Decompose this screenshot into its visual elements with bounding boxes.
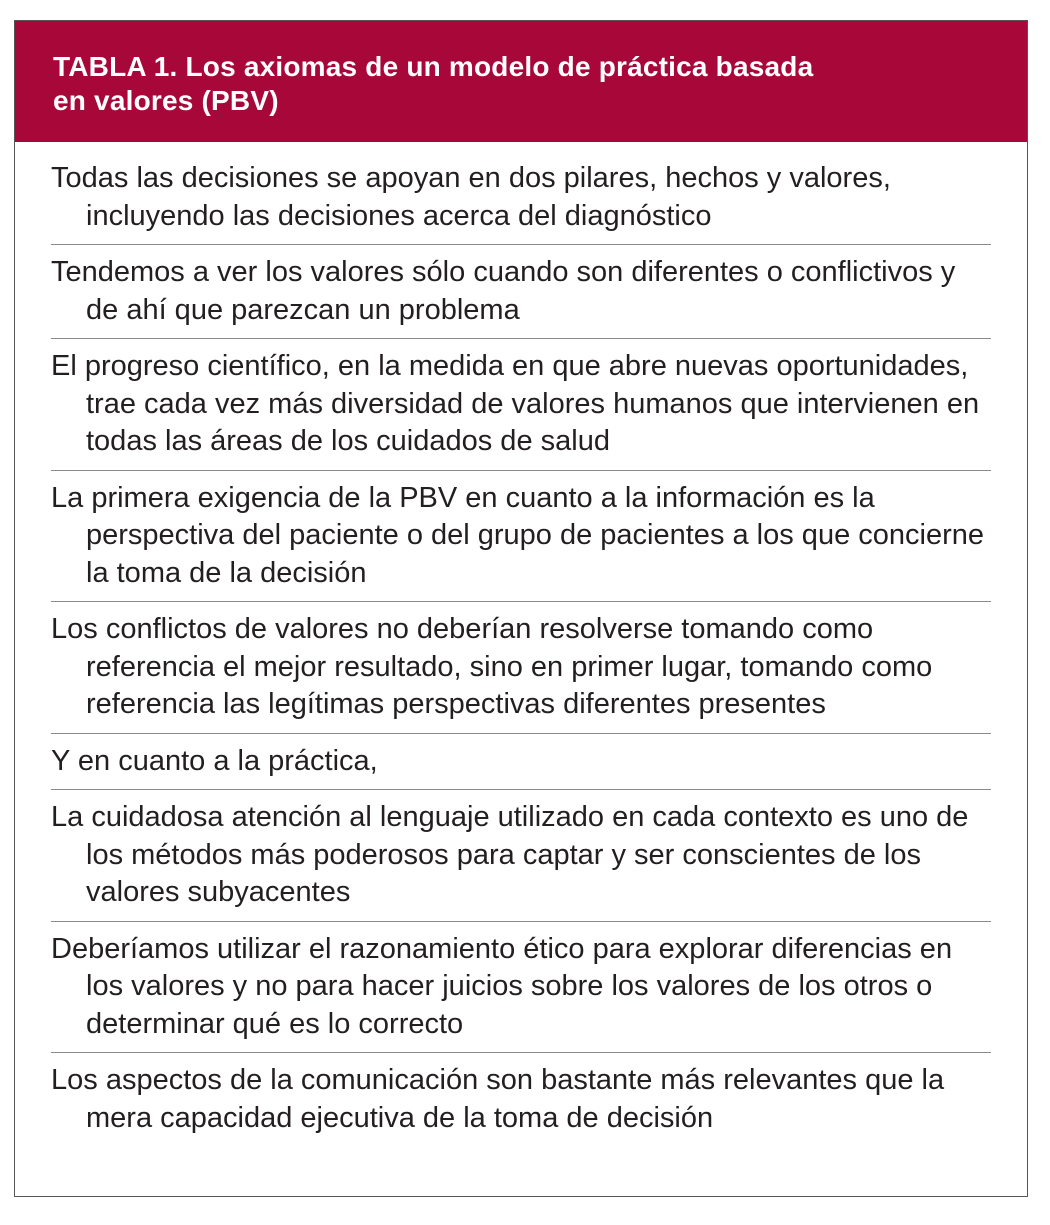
axioms-table [14, 20, 1028, 1197]
table-row: Tendemos a ver los valores sólo cuando son diferentes o conflictivos y de ahí que parezcan un problema [51, 245, 991, 339]
table-row: Todas las decisiones se apoyan en dos pilares, hechos y valores, incluyendo las decisiones acerca del diagnóstico [51, 142, 991, 245]
table-row: El progreso científico, en la medida en que abre nuevas oportunidades, trae cada vez más diversidad de valores humanos que intervienen en todas las áreas de los cuidados de salud [51, 339, 991, 471]
table-row: La primera exigencia de la PBV en cuanto a la información es la perspectiva del paciente o del grupo de pacientes a los que concierne la toma de la decisión [51, 471, 991, 603]
table-title [15, 21, 1027, 142]
table-row: La cuidadosa atención al lenguaje utilizado en cada contexto es uno de los métodos más poderosos para captar y ser conscientes de los valores subyacentes [51, 790, 991, 922]
table-row: Y en cuanto a la práctica, [51, 734, 991, 791]
table-row: Los conflictos de valores no deberían resolverse tomando como referencia el mejor resultado, sino en primer lugar, tomando como referencia las legítimas perspectivas diferentes presentes [51, 602, 991, 734]
table-body [15, 142, 1027, 1146]
table-title-line-2: en valores (PBV) [53, 85, 279, 116]
table-row: Deberíamos utilizar el razonamiento ético para explorar diferencias en los valores y no para hacer juicios sobre los valores de los otros o determinar qué es lo correcto [51, 922, 991, 1054]
table-row: Los aspectos de la comunicación son bastante más relevantes que la mera capacidad ejecutiva de la toma de decisión [51, 1064, 945, 1134]
table-title-line-1: TABLA 1. Los axiomas de un modelo de práctica basada [53, 51, 814, 82]
